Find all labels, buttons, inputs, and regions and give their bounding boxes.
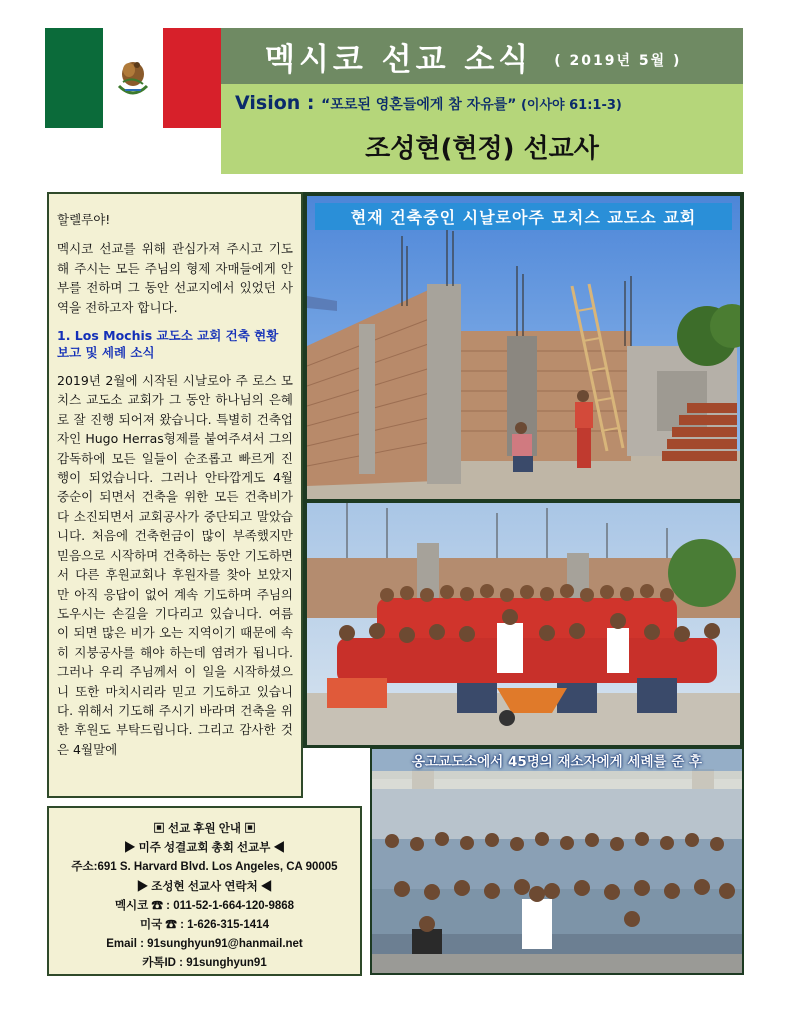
eagle-emblem-icon — [113, 56, 153, 100]
church-construction-photo — [307, 196, 740, 499]
section-heading: 1. Los Mochis 교도소 교회 건축 현황 보고 및 세례 소식 — [57, 328, 279, 361]
vision-reference: (이사야 61:1-3) — [516, 98, 622, 113]
baptism-photo-caption: 옹고교도소에서 45명의 재소자에게 세례를 준 후 — [372, 749, 742, 771]
support-title: ▣ 선교 후원 안내 ▣ — [153, 823, 256, 835]
newsletter-date: ( 2019년 5월 ) — [554, 53, 682, 69]
flag-red-stripe — [163, 28, 221, 128]
body-paragraph: 2019년 2월에 시작된 시날로아 주 로스 모치스 교도소 교회가 그 동안 하나님의 은혜로 잘 진행 되어져 왔습니다. 특별히 건축업자인 Hugo Herras형제를 붙여주셔서 그의 감독하에 모든 일들이 순조롭고 빠르게 진행이 되었습니다. 그러나 안타깝게도 4월 중순이 되면서 건축을 위한 모든 건축비가 다 소진되면서 교회공사가 중단되고 말았습니다. 처음에 건축헌금이 많이 부족했지만 믿음으로 시작하며 건축하는 동안 기도하면서 다른 후원교회나 후원자를 찾아 보았지만 아직 응답이 없어 계속 기도하며 주님의 도우시는 손길을 기다리고 있습니다. 여름이 되면 많은 비가 오는 지역이기 때문에 속히 지붕공사를 해야 하는데 염려가 됩니다. 그러나 우리 주님께서 이 일을 시작하셨으니 또한 마치시리라 믿고 기도하고 있습니다. 위해서 기도해 주시기 바라며 건축을 위한 후원도 부탁드립니다. 그리고 감사한 것은 4월말에 — [57, 373, 293, 757]
newsletter-title: 멕시코 선교 소식 — [265, 41, 533, 78]
intro-paragraph: 멕시코 선교를 위해 관심가져 주시고 기도해 주시는 모든 주님의 형제 자매들에게 안부를 전하며 그 동안 선교지에서 있었던 사역을 전하고자 합니다. — [57, 241, 293, 315]
support-organization: ▶ 미주 성결교회 총회 선교부 ◀ — [123, 842, 286, 855]
baptism-scene-illustration — [372, 749, 742, 973]
title-bar — [221, 28, 743, 84]
vision-label: Vision : — [235, 92, 322, 114]
greeting: 할렐루야! — [57, 212, 111, 227]
kakao-id: 카톡ID : 91sunghyun91 — [142, 957, 267, 970]
contact-title: ▶ 조성현 선교사 연락처 ◀ — [136, 880, 273, 893]
email-address: Email : 91sunghyun91@hanmail.net — [106, 938, 303, 951]
vision-quote: “포로된 영혼들에게 참 자유를” — [321, 97, 517, 113]
support-address: 주소:691 S. Harvard Blvd. Los Angeles, CA 90005 — [71, 861, 338, 874]
baptism-group-photo — [370, 747, 744, 975]
flag-white-stripe — [103, 28, 163, 128]
support-info-box — [47, 806, 362, 976]
construction-photo-caption: 현재 건축중인 시날로아주 모치스 교도소 교회 — [315, 203, 732, 230]
letter-column — [47, 192, 303, 798]
phone-usa: 미국 ☎ : 1-626-315-1414 — [140, 919, 269, 932]
flag-green-stripe — [45, 28, 103, 128]
vision-line — [235, 92, 622, 114]
construction-scene-illustration — [307, 196, 740, 499]
mexico-flag — [45, 28, 221, 128]
group-scene-illustration — [307, 503, 740, 745]
vision-bar — [221, 84, 743, 174]
missionary-name: 조성현(현정) 선교사 — [365, 134, 599, 164]
phone-mexico: 멕시코 ☎ : 011-52-1-664-120-9868 — [114, 899, 295, 912]
congregation-group-photo — [307, 503, 740, 745]
